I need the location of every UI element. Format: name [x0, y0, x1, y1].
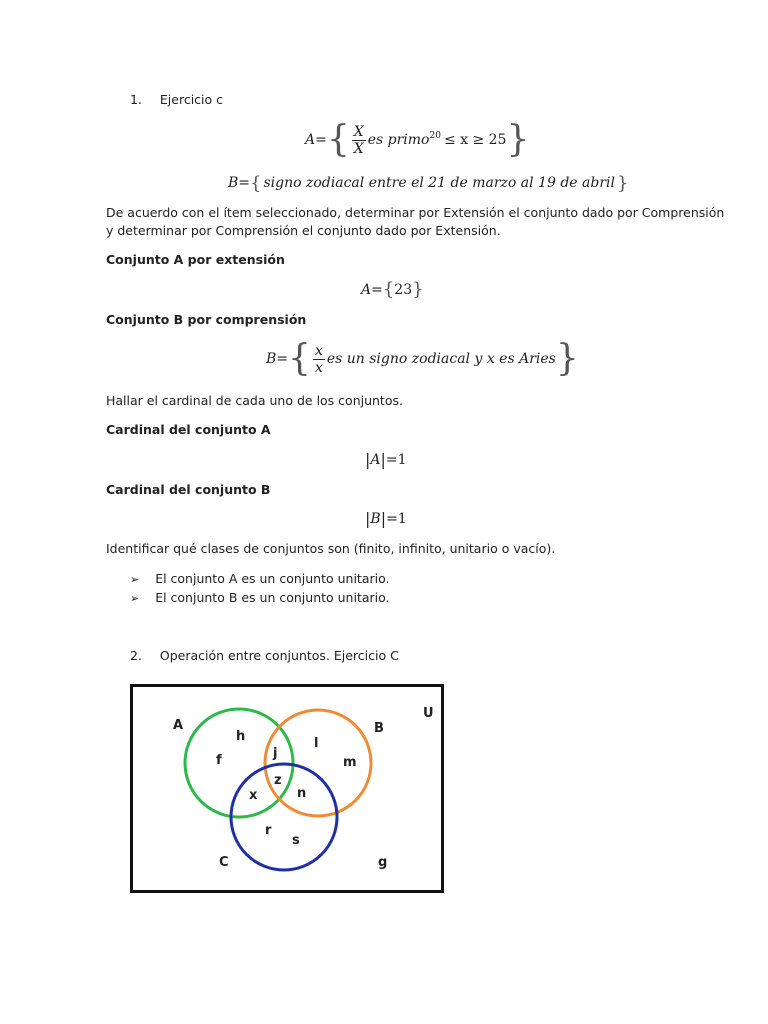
left-brace: { — [288, 338, 311, 379]
right-brace: } — [412, 279, 424, 300]
set-b-body: signo zodiacal entre el 21 de marzo al 19 de abril — [263, 175, 616, 191]
element-x: x — [249, 788, 258, 803]
set-b-comprehension — [266, 340, 579, 378]
set-a-denominator: X — [353, 140, 364, 157]
bullet-item — [130, 570, 390, 589]
element-z: z — [274, 773, 282, 788]
abs-bar-left: | — [365, 450, 371, 469]
set-a-ext-value: 23 — [394, 281, 413, 298]
right-brace: } — [506, 119, 530, 160]
set-a-condition: es primo — [367, 132, 430, 148]
exercise-2-number: 2. — [130, 648, 142, 663]
element-m: m — [343, 755, 357, 770]
abs-bar-left: | — [365, 509, 371, 528]
element-r: r — [265, 823, 272, 838]
exercise-1-heading — [130, 91, 223, 109]
element-j: j — [273, 746, 278, 761]
set-a-numerator: X — [353, 123, 364, 140]
set-b-condition: es un signo zodiacal y x es Aries — [326, 351, 556, 367]
cardinal-a-formula — [365, 450, 407, 469]
set-b-numerator: x — [314, 342, 323, 359]
heading-set-a-extension: Conjunto A por extensión — [106, 252, 285, 267]
bullet-text: El conjunto A es un conjunto unitario. — [155, 571, 390, 586]
element-n: n — [297, 786, 307, 801]
right-brace: } — [617, 172, 629, 194]
set-a-ext-lhs: A= — [361, 281, 383, 298]
set-b-fraction — [313, 343, 325, 376]
cardinal-a-value: =1 — [385, 451, 407, 468]
abs-bar-right: | — [380, 450, 386, 469]
bullet-text: El conjunto B es un conjunto unitario. — [155, 590, 390, 605]
heading-set-b-comprehension: Conjunto B por comprensión — [106, 312, 307, 327]
heading-cardinal-a: Cardinal del conjunto A — [106, 422, 271, 437]
set-b-comp-lhs: B= — [266, 351, 289, 367]
element-h: h — [236, 729, 246, 744]
set-a-definition — [305, 121, 529, 159]
exercise-2-title: Operación entre conjuntos. Ejercicio C — [159, 648, 399, 663]
set-a-superscript: 20 — [429, 131, 441, 141]
set-a-lhs: A= — [305, 132, 327, 148]
set-a-inequality: ≤ x ≥ 25 — [443, 132, 507, 148]
cardinal-b-formula — [365, 509, 407, 528]
set-a-extension — [361, 279, 424, 300]
classes-instruction: Identificar qué clases de conjuntos son (finito, infinito, unitario o vacío). — [106, 541, 556, 556]
instruction-line-2: y determinar por Comprensión el conjunto dado por Extensión. — [106, 223, 501, 238]
exercise-2-heading — [130, 647, 399, 665]
set-b-label: B — [374, 721, 384, 736]
cardinal-b-value: =1 — [386, 510, 407, 527]
arrowhead-bullet-icon: ➢ — [130, 592, 140, 605]
left-brace: { — [326, 119, 350, 160]
element-s: s — [292, 833, 300, 848]
set-b-denominator: x — [314, 359, 323, 376]
cardinal-a-set: A — [370, 451, 381, 468]
set-c-label: C — [219, 855, 229, 870]
exercise-1-title: Ejercicio c — [159, 92, 224, 107]
abs-bar-right: | — [380, 509, 387, 528]
instruction-line-1: De acuerdo con el ítem seleccionado, determinar por Extensión el conjunto dado por Comprensión — [106, 205, 725, 220]
set-b-lhs: B= — [228, 175, 251, 191]
element-f: f — [216, 753, 222, 768]
cardinal-b-set: B — [370, 510, 381, 527]
set-a-label: A — [173, 718, 184, 733]
venn-diagram — [130, 684, 444, 893]
bullet-item — [130, 589, 390, 608]
cardinal-instruction: Hallar el cardinal de cada uno de los conjuntos. — [106, 393, 403, 408]
set-a-fraction — [352, 124, 366, 157]
universe-label: U — [423, 706, 434, 721]
element-g: g — [378, 855, 388, 870]
left-brace: { — [382, 279, 395, 300]
exercise-1-number: 1. — [130, 92, 142, 107]
left-brace: { — [250, 172, 262, 194]
right-brace: } — [555, 338, 579, 379]
set-b-definition — [228, 172, 628, 194]
heading-cardinal-b: Cardinal del conjunto B — [106, 482, 271, 497]
element-l: l — [314, 736, 319, 751]
arrowhead-bullet-icon: ➢ — [130, 573, 140, 586]
